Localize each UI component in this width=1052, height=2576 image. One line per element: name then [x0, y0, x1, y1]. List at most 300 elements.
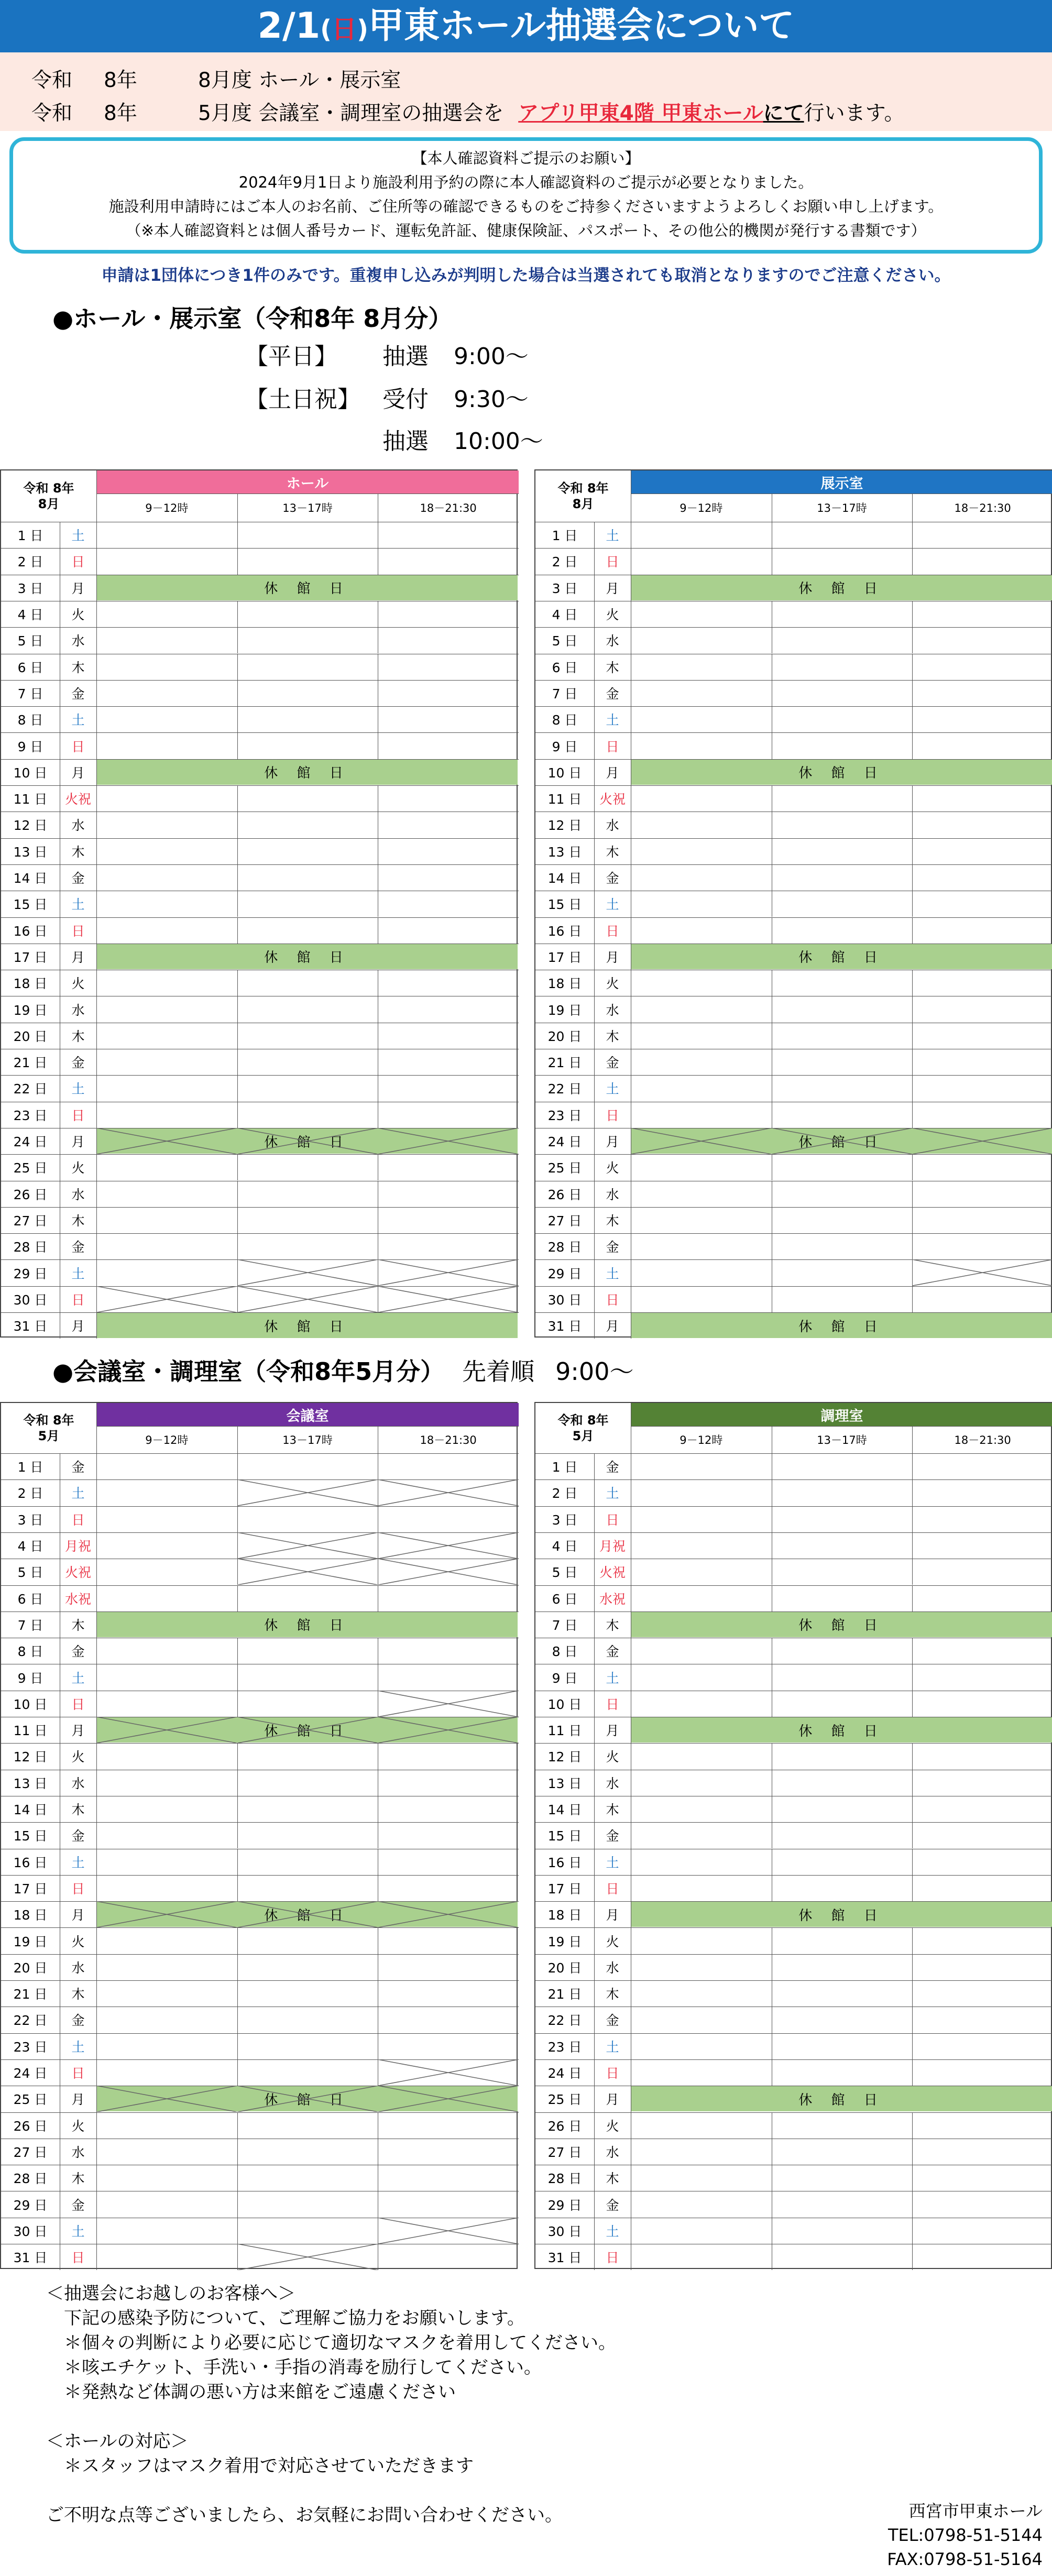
day-number: 20 日	[13, 1960, 48, 1976]
weekday-label: 木	[71, 2171, 85, 2187]
weekday-label: 水	[71, 1187, 85, 1202]
time-slot-header: 18－21:30	[954, 1434, 1011, 1446]
closed-day-band: 休 館 日	[631, 1612, 1052, 1637]
schedule-table-0	[0, 469, 518, 1338]
day-number: 25 日	[13, 2092, 48, 2108]
time-slot-header: 13－17時	[282, 1434, 333, 1446]
weekday-label: 火	[71, 1160, 85, 1176]
day-number: 25 日	[547, 2092, 582, 2108]
weekday-label: 火祝	[599, 1565, 626, 1581]
day-number: 18 日	[13, 976, 48, 992]
weekday-label: 土	[71, 897, 85, 913]
weekday-label: 月	[71, 580, 85, 596]
weekday-label: 火	[71, 1749, 85, 1765]
day-number: 5 日	[17, 1565, 43, 1581]
weekday-label: 木	[606, 1617, 619, 1633]
room-name-header: ホール	[96, 470, 519, 494]
day-number: 18 日	[547, 976, 582, 992]
weekday-label: 土	[71, 2223, 85, 2239]
weekday-label: 月	[606, 949, 619, 965]
unavailable-slot	[378, 1259, 519, 1286]
day-number: 8 日	[17, 712, 43, 728]
contact-info	[887, 2499, 1043, 2571]
weekday-label: 木	[606, 1802, 619, 1818]
weekday-label: 土	[606, 2039, 619, 2055]
subtitle-line-2: 令和 8年 5月度 会議室・調理室の抽選会を アプリ甲東4階 甲東ホールにて行います。	[31, 102, 905, 125]
day-number: 29 日	[13, 1266, 48, 1281]
day-number: 5 日	[552, 633, 578, 649]
weekday-label: 水祝	[64, 1591, 91, 1607]
weekday-label: 日	[71, 923, 85, 939]
closed-day-band: 休 館 日	[631, 1313, 1052, 1338]
day-number: 12 日	[547, 818, 582, 834]
weekday-label: 火	[71, 2118, 85, 2134]
unavailable-slot	[237, 1286, 378, 1312]
closed-day-band: 休 館 日	[97, 1717, 518, 1742]
day-number: 4 日	[17, 1539, 43, 1554]
unavailable-slot	[378, 2218, 519, 2244]
day-number: 21 日	[547, 1055, 582, 1071]
weekday-label: 月	[606, 2092, 619, 2108]
closed-day-band: 休 館 日	[97, 1902, 518, 1927]
day-number: 22 日	[13, 2013, 48, 2029]
weekday-label: 日	[71, 554, 85, 570]
day-number: 25 日	[13, 1160, 48, 1176]
schedule-kind: 抽選	[382, 428, 429, 455]
day-number: 19 日	[547, 1934, 582, 1949]
day-number: 14 日	[547, 1802, 582, 1818]
weekday-label: 火	[606, 1749, 619, 1765]
weekday-label: 金	[71, 871, 85, 886]
day-number: 11 日	[547, 1723, 582, 1739]
weekday-label: 日	[71, 739, 85, 754]
weekday-label: 土	[71, 1266, 85, 1281]
id-notice-box	[9, 137, 1043, 254]
day-number: 29 日	[547, 1266, 582, 1281]
day-number: 29 日	[547, 2197, 582, 2213]
weekday-label: 月	[606, 1908, 619, 1923]
unavailable-slot	[378, 1479, 519, 1506]
weekday-label: 日	[606, 923, 619, 939]
unavailable-slot	[378, 1128, 519, 1154]
weekday-label: 月	[606, 1134, 619, 1150]
schedule-time: 10:00～	[454, 428, 543, 455]
weekday-label: 日	[71, 2066, 85, 2081]
weekday-label: 日	[606, 1108, 619, 1123]
weekday-label: 火祝	[599, 792, 626, 807]
day-number: 2 日	[17, 554, 43, 570]
footer-line: ＜ホールの対応＞	[46, 2431, 189, 2452]
weekday-label: 金	[71, 1828, 85, 1844]
weekday-label: 月	[606, 1723, 619, 1739]
footer-line	[46, 2405, 616, 2429]
day-number: 23 日	[13, 1108, 48, 1123]
time-slot-header: 18－21:30	[420, 502, 477, 514]
day-number: 8 日	[17, 1644, 43, 1660]
day-number: 1 日	[17, 528, 43, 544]
weekday-label: 金	[606, 1460, 619, 1475]
schedule-table-3	[534, 1402, 1052, 2269]
day-number: 7 日	[552, 1617, 578, 1633]
day-number: 1 日	[552, 528, 578, 544]
day-number: 31 日	[13, 2250, 48, 2266]
fax: FAX:0798-51-5164	[887, 2549, 1043, 2569]
weekday-label: 木	[606, 660, 619, 675]
closed-day-band: 休 館 日	[631, 760, 1052, 785]
weekday-label: 木	[606, 844, 619, 860]
day-number: 8 日	[552, 712, 578, 728]
unavailable-slot	[378, 1691, 519, 1717]
day-number: 2 日	[552, 554, 578, 570]
unavailable-slot	[237, 1717, 378, 1743]
day-number: 30 日	[547, 1292, 582, 1308]
day-number: 11 日	[547, 792, 582, 807]
unavailable-slot	[96, 1901, 237, 1927]
day-number: 13 日	[13, 844, 48, 860]
unavailable-slot	[237, 1559, 378, 1585]
day-number: 8 日	[552, 1644, 578, 1660]
day-number: 4 日	[552, 1539, 578, 1554]
weekday-label: 月	[71, 1319, 85, 1334]
day-number: 11 日	[13, 1723, 48, 1739]
weekday-label: 水	[71, 2144, 85, 2160]
day-number: 28 日	[13, 2171, 48, 2187]
weekday-label: 日	[606, 2066, 619, 2081]
notice-line: （※本人確認資料とは個人番号カード、運転免許証、健康保険証、パスポート、その他公的機関が発行する書類です）	[126, 222, 926, 239]
unavailable-slot	[237, 2244, 378, 2270]
closed-day-band: 休 館 日	[97, 575, 518, 600]
weekday-label: 日	[71, 2250, 85, 2266]
day-number: 28 日	[547, 1240, 582, 1255]
weekday-label: 月祝	[599, 1539, 626, 1554]
weekday-label: 土	[606, 2223, 619, 2239]
footer-line: ご不明な点等ございましたら、お気軽にお問い合わせください。	[46, 2505, 563, 2526]
unavailable-slot	[378, 1559, 519, 1585]
time-slot-header: 9－12時	[145, 502, 189, 514]
weekday-label: 水	[71, 1960, 85, 1976]
weekday-label: 水	[71, 1775, 85, 1791]
day-number: 14 日	[13, 1802, 48, 1818]
time-slot-header: 13－17時	[817, 1434, 867, 1446]
day-number: 17 日	[547, 949, 582, 965]
weekday-label: 水	[606, 1187, 619, 1202]
unavailable-slot	[378, 2086, 519, 2112]
notice-heading: 【本人確認資料ご提示のお願い】	[412, 149, 640, 167]
closed-day-band: 休 館 日	[97, 1612, 518, 1637]
time-slot-header: 9－12時	[680, 1434, 723, 1446]
time-slot-header: 9－12時	[145, 1434, 189, 1446]
weekday-label: 金	[606, 2013, 619, 2029]
footer-line: ＊発熱など体調の悪い方は来館をご遠慮ください	[46, 2382, 456, 2403]
day-number: 15 日	[13, 897, 48, 913]
day-number: 14 日	[547, 871, 582, 886]
day-number: 26 日	[547, 2118, 582, 2134]
weekday-label: 木	[71, 1987, 85, 2002]
day-number: 17 日	[13, 949, 48, 965]
weekday-label: 水	[606, 633, 619, 649]
weekday-label: 月	[71, 1134, 85, 1150]
unavailable-slot	[96, 1286, 237, 1312]
day-number: 22 日	[13, 1081, 48, 1097]
weekday-label: 水	[606, 1960, 619, 1976]
weekday-label: 火	[71, 1934, 85, 1949]
weekday-label: 土	[71, 2039, 85, 2055]
day-number: 31 日	[547, 1319, 582, 1334]
day-number: 30 日	[547, 2223, 582, 2239]
day-number: 10 日	[13, 1696, 48, 1712]
day-number: 18 日	[13, 1908, 48, 1923]
day-number: 26 日	[13, 2118, 48, 2134]
footer-line	[46, 2479, 616, 2503]
day-number: 19 日	[13, 1934, 48, 1949]
weekday-label: 月	[71, 2092, 85, 2108]
closed-day-band: 休 館 日	[631, 1902, 1052, 1927]
day-number: 28 日	[13, 1240, 48, 1255]
weekday-label: 木	[71, 844, 85, 860]
weekday-label: 日	[71, 1512, 85, 1528]
weekday-label: 月	[71, 765, 85, 781]
day-number: 3 日	[552, 580, 578, 596]
schedule-time: 9:30～	[454, 386, 529, 413]
weekday-label: 日	[71, 1108, 85, 1123]
weekday-label: 土	[606, 1081, 619, 1097]
weekday-label: 日	[606, 739, 619, 754]
weekday-label: 水	[71, 633, 85, 649]
unavailable-slot	[96, 1717, 237, 1743]
day-number: 13 日	[547, 1775, 582, 1791]
weekday-label: 日	[606, 1881, 619, 1897]
unavailable-slot	[378, 1286, 519, 1312]
weekday-label: 金	[606, 1644, 619, 1660]
weekday-label: 日	[606, 1292, 619, 1308]
weekday-label: 土	[606, 528, 619, 544]
weekday-label: 火	[71, 976, 85, 992]
section-meeting-title: ●会議室・調理室（令和8年5月分） 先着順 9:00～	[52, 1357, 634, 1386]
day-number: 22 日	[547, 1081, 582, 1097]
weekday-label: 金	[71, 1055, 85, 1071]
day-number: 10 日	[547, 765, 582, 781]
day-number: 24 日	[547, 1134, 582, 1150]
footer-line: ＜抽選会にお越しのお客様へ＞	[46, 2283, 295, 2304]
weekday-label: 土	[606, 1670, 619, 1686]
day-number: 16 日	[13, 1855, 48, 1870]
closed-day-band: 休 館 日	[631, 2086, 1052, 2111]
day-number: 20 日	[13, 1028, 48, 1044]
day-number: 27 日	[547, 1213, 582, 1229]
weekday-label: 月	[606, 1319, 619, 1334]
day-number: 7 日	[552, 686, 578, 701]
day-number: 10 日	[547, 1696, 582, 1712]
closed-day-band: 休 館 日	[97, 2086, 518, 2111]
weekday-label: 土	[606, 1486, 619, 1501]
weekday-label: 水	[606, 818, 619, 834]
day-number: 9 日	[17, 1670, 43, 1686]
day-number: 5 日	[552, 1565, 578, 1581]
day-number: 17 日	[13, 1881, 48, 1897]
unavailable-slot	[237, 1479, 378, 1506]
day-number: 30 日	[13, 1292, 48, 1308]
subtitle-box	[0, 52, 1052, 131]
weekday-label: 火祝	[64, 1565, 91, 1581]
unavailable-slot	[912, 1128, 1052, 1154]
time-slot-header: 9－12時	[680, 502, 723, 514]
day-number: 3 日	[17, 580, 43, 596]
weekday-label: 土	[71, 1486, 85, 1501]
weekday-label: 木	[71, 1617, 85, 1633]
closed-day-band: 休 館 日	[97, 944, 518, 969]
day-number: 4 日	[552, 607, 578, 623]
day-number: 4 日	[17, 607, 43, 623]
footer-line: ＊スタッフはマスク着用で対応させていただきます	[46, 2456, 474, 2476]
weekday-label: 月	[71, 1723, 85, 1739]
unavailable-slot	[772, 1128, 913, 1154]
day-number: 29 日	[13, 2197, 48, 2213]
day-number: 21 日	[13, 1987, 48, 2002]
day-number: 10 日	[13, 765, 48, 781]
day-number: 12 日	[13, 818, 48, 834]
time-slot-header: 13－17時	[282, 502, 333, 514]
facility-name: 西宮市甲東ホール	[908, 2501, 1043, 2521]
weekday-label: 水	[71, 818, 85, 834]
weekday-label: 木	[606, 1987, 619, 2002]
weekday-label: 火	[606, 976, 619, 992]
unavailable-slot	[96, 1128, 237, 1154]
unavailable-slot	[378, 1901, 519, 1927]
weekday-label: 木	[606, 2171, 619, 2187]
table-corner-label: 令和 8年 5月	[23, 1413, 74, 1443]
day-number: 16 日	[13, 923, 48, 939]
day-number: 11 日	[13, 792, 48, 807]
notice-line: 施設利用申請時にはご本人のお名前、ご住所等の確認できるものをご持参くださいますようよろしくお願い申し上げます。	[108, 198, 944, 215]
day-number: 13 日	[547, 844, 582, 860]
weekday-label: 金	[606, 1055, 619, 1071]
weekday-label: 日	[606, 1696, 619, 1712]
footer-notes	[46, 2282, 616, 2528]
weekday-label: 金	[71, 1240, 85, 1255]
weekday-label: 土	[606, 897, 619, 913]
weekday-label: 水	[71, 1002, 85, 1018]
day-number: 18 日	[547, 1908, 582, 1923]
day-number: 24 日	[13, 2066, 48, 2081]
closed-day-band: 休 館 日	[97, 1313, 518, 1338]
unavailable-slot	[237, 1128, 378, 1154]
weekday-label: 金	[606, 1828, 619, 1844]
weekday-label: 土	[71, 1670, 85, 1686]
day-number: 25 日	[547, 1160, 582, 1176]
weekday-label: 火	[606, 2118, 619, 2134]
closed-day-band: 休 館 日	[631, 1128, 1052, 1154]
day-number: 3 日	[552, 1512, 578, 1528]
day-number: 26 日	[547, 1187, 582, 1202]
weekday-label: 金	[71, 1460, 85, 1475]
subtitle-line-1: 令和 8年 8月度 ホール・展示室	[31, 69, 401, 92]
schedule-label: 【平日】	[245, 343, 337, 370]
weekday-label: 月祝	[64, 1539, 91, 1554]
unavailable-slot	[378, 2059, 519, 2086]
day-number: 9 日	[17, 739, 43, 754]
day-number: 3 日	[17, 1512, 43, 1528]
apply-note: 申請は1団体につき1件のみです。重複申し込みが判明した場合は当選されても取消となりますのでご注意ください。	[101, 266, 951, 285]
weekday-label: 金	[71, 686, 85, 701]
time-slot-header: 18－21:30	[420, 1434, 477, 1446]
unavailable-slot	[237, 1901, 378, 1927]
closed-day-band: 休 館 日	[631, 575, 1052, 600]
day-number: 24 日	[13, 1134, 48, 1150]
day-number: 24 日	[547, 2066, 582, 2081]
table-corner-label: 令和 8年 8月	[23, 481, 74, 511]
day-number: 6 日	[17, 660, 43, 675]
footer-line: ＊咳エチケット、手洗い・手指の消毒を励行してください。	[46, 2357, 542, 2378]
day-number: 23 日	[547, 2039, 582, 2055]
schedule-kind: 受付	[382, 386, 429, 413]
weekday-label: 金	[606, 2197, 619, 2213]
day-number: 19 日	[547, 1002, 582, 1018]
schedule-table-1	[534, 469, 1052, 1338]
day-number: 9 日	[552, 1670, 578, 1686]
schedule-time: 9:00～	[454, 343, 529, 370]
weekday-label: 木	[71, 1802, 85, 1818]
day-number: 31 日	[547, 2250, 582, 2266]
day-number: 9 日	[552, 739, 578, 754]
closed-day-band: 休 館 日	[97, 1128, 518, 1154]
weekday-label: 木	[71, 1213, 85, 1229]
table-corner-label: 令和 8年 5月	[557, 1413, 609, 1443]
unavailable-slot	[237, 2086, 378, 2112]
day-number: 27 日	[13, 2144, 48, 2160]
unavailable-slot	[96, 2086, 237, 2112]
weekday-label: 月	[71, 1908, 85, 1923]
closed-day-band: 休 館 日	[97, 760, 518, 785]
weekday-label: 火	[606, 607, 619, 623]
tel: TEL:0798-51-5144	[887, 2525, 1043, 2545]
schedule-kind: 抽選	[382, 343, 429, 370]
day-number: 1 日	[17, 1460, 43, 1475]
footer-line: ＊個々の判断により必要に応じて適切なマスクを着用してください。	[46, 2332, 616, 2353]
weekday-label: 月	[606, 765, 619, 781]
day-number: 6 日	[552, 660, 578, 675]
day-number: 15 日	[13, 1828, 48, 1844]
page-title: 2/1(日)甲東ホール抽選会について	[0, 0, 1052, 52]
day-number: 12 日	[547, 1749, 582, 1765]
day-number: 23 日	[13, 2039, 48, 2055]
schedule-table-2	[0, 1402, 518, 2269]
day-number: 22 日	[547, 2013, 582, 2029]
notice-line: 2024年9月1日より施設利用予約の際に本人確認資料のご提示が必要となりました。	[238, 173, 814, 191]
footer-line: 下記の感染予防について、ご理解ご協力をお願いします。	[46, 2308, 525, 2329]
day-number: 27 日	[13, 1213, 48, 1229]
day-number: 23 日	[547, 1108, 582, 1123]
day-number: 13 日	[13, 1775, 48, 1791]
day-number: 2 日	[17, 1486, 43, 1501]
day-number: 7 日	[17, 1617, 43, 1633]
day-number: 15 日	[547, 1828, 582, 1844]
closed-day-band: 休 館 日	[631, 944, 1052, 969]
weekday-label: 木	[71, 660, 85, 675]
weekday-label: 日	[71, 1292, 85, 1308]
day-number: 20 日	[547, 1960, 582, 1976]
day-number: 16 日	[547, 1855, 582, 1870]
weekday-label: 金	[606, 686, 619, 701]
day-number: 7 日	[17, 686, 43, 701]
weekday-label: 金	[606, 1240, 619, 1255]
weekday-label: 土	[71, 528, 85, 544]
unavailable-slot	[237, 1532, 378, 1559]
day-number: 21 日	[547, 1987, 582, 2002]
day-number: 6 日	[17, 1591, 43, 1607]
day-number: 17 日	[547, 1881, 582, 1897]
weekday-label: 土	[606, 1855, 619, 1870]
weekday-label: 水祝	[599, 1591, 626, 1607]
